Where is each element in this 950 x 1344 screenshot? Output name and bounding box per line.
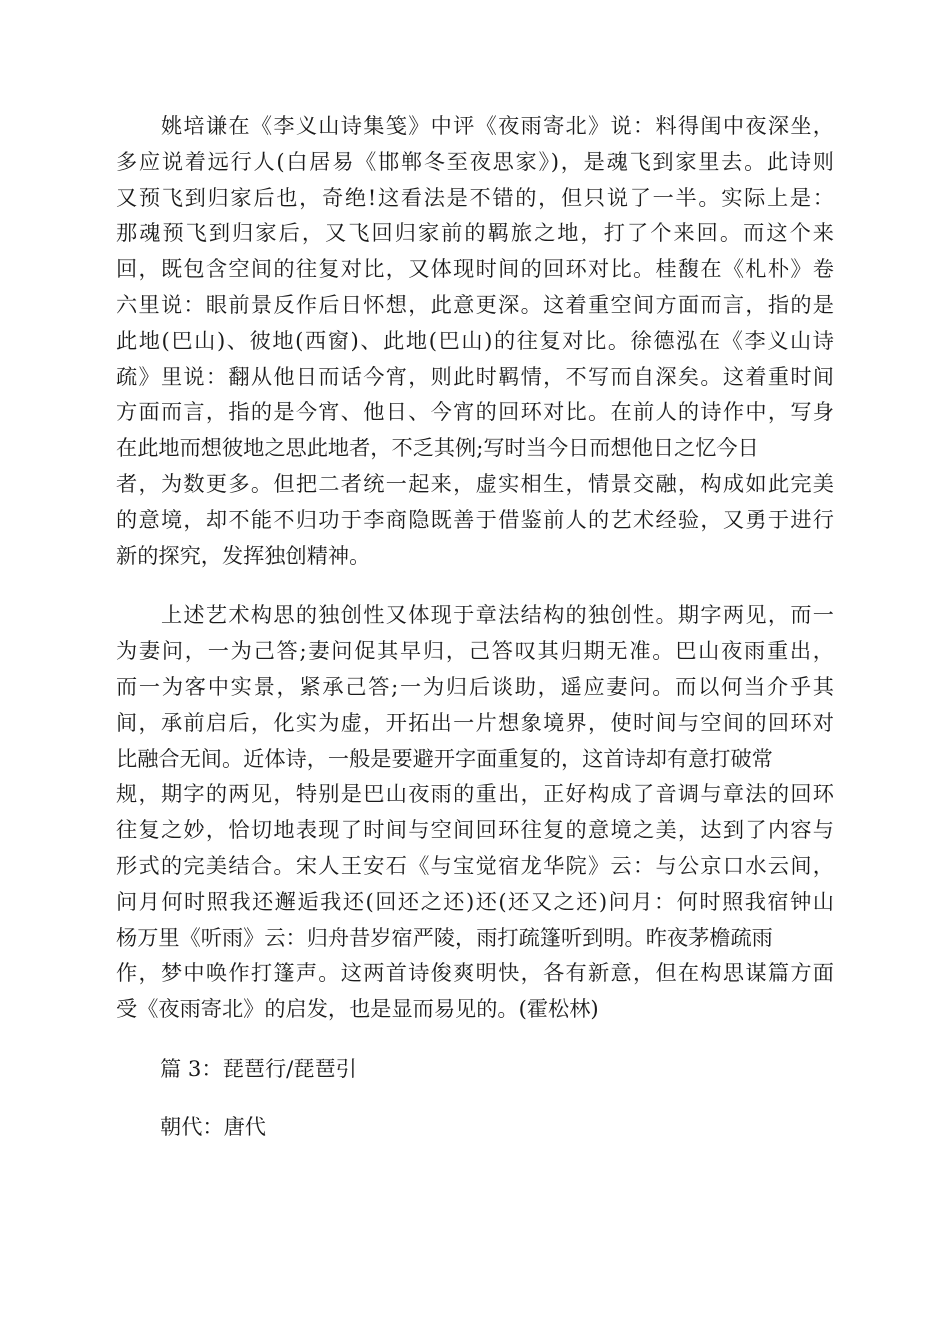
dynasty-label: 朝代：唐代 <box>160 1113 266 1139</box>
text-line: 又预飞到归家后也，奇绝!这看法是不错的，但只说了一半。实际上是： <box>116 184 834 210</box>
text-line: 比融合无间。近体诗，一般是要避开字面重复的，这首诗却有意打破常 <box>116 745 773 771</box>
text-line: 往复之妙，恰切地表现了时间与空间回环往复的意境之美，达到了内容与 <box>116 817 834 843</box>
text-line: 六里说：眼前景反作后日怀想，此意更深。这着重空间方面而言，指的是 <box>116 291 834 317</box>
text-line: 问月何时照我还邂逅我还(回还之还)还(还又之还)问月：何时照我宿钟山 <box>116 888 834 914</box>
text-line: 杨万里《听雨》云：归舟昔岁宿严陵，雨打疏篷听到明。昨夜茅檐疏雨 <box>116 924 773 950</box>
text-line: 而一为客中实景，紧承己答;一为归后谈助，遥应妻问。而以何当介乎其 <box>116 673 834 699</box>
text-line: 此地(巴山)、彼地(西窗)、此地(巴山)的往复对比。徐德泓在《李义山诗 <box>116 327 834 353</box>
text-line: 姚培谦在《李义山诗集笺》中评《夜雨寄北》说：料得闺中夜深坐， <box>116 113 834 138</box>
text-line: 在此地而想彼地之思此地者，不乏其例;写时当今日而想他日之忆今日 <box>116 435 759 461</box>
text-line: 多应说着远行人(白居易《邯郸冬至夜思家》)，是魂飞到家里去。此诗则 <box>116 148 834 174</box>
paragraph-spacer <box>116 1087 834 1109</box>
paragraph-1 <box>116 108 834 573</box>
text-line: 那魂预飞到归家后，又飞回归家前的羁旅之地，打了个来回。而这个来 <box>116 220 834 246</box>
text-line: 疏》里说：翻从他日而话今宵，则此时羁情，不写而自深矣。这着重时间 <box>116 363 834 389</box>
text-line: 受《夜雨寄北》的启发，也是显而易见的。(霍松林) <box>116 996 599 1022</box>
section-title: 篇 3：琵琶行/琵琶引 <box>160 1055 357 1081</box>
text-line: 形式的完美结合。宋人王安石《与宝觉宿龙华院》云：与公京口水云间， <box>116 852 834 878</box>
text-line: 为妻问，一为己答;妻问促其早归，己答叹其归期无准。巴山夜雨重出， <box>116 638 834 664</box>
text-line: 作，梦中唤作打篷声。这两首诗俊爽明快，各有新意，但在构思谋篇方面 <box>116 960 834 986</box>
text-line: 方面而言，指的是今宵、他日、今宵的回环对比。在前人的诗作中，写身 <box>116 399 834 425</box>
document-page <box>116 108 834 1145</box>
text-line: 新的探究，发挥独创精神。 <box>116 542 371 568</box>
text-line: 上述艺术构思的独创性又体现于章法结构的独创性。期字两见，而一 <box>116 602 834 628</box>
text-line: 间，承前启后，化实为虚，开拓出一片想象境界，使时间与空间的回环对 <box>116 709 834 735</box>
paragraph-spacer <box>116 573 834 597</box>
text-line: 的意境，却不能不归功于李商隐既善于借鉴前人的艺术经验，又勇于进行 <box>116 506 834 532</box>
paragraph-2 <box>116 597 834 1027</box>
paragraph-spacer <box>116 1027 834 1051</box>
text-line: 规，期字的两见，特别是巴山夜雨的重出，正好构成了音调与章法的回环 <box>116 781 834 807</box>
text-line: 者，为数更多。但把二者统一起来，虚实相生，情景交融，构成如此完美 <box>116 470 834 496</box>
text-line: 回，既包含空间的往复对比，又体现时间的回环对比。桂馥在《札朴》卷 <box>116 256 834 282</box>
